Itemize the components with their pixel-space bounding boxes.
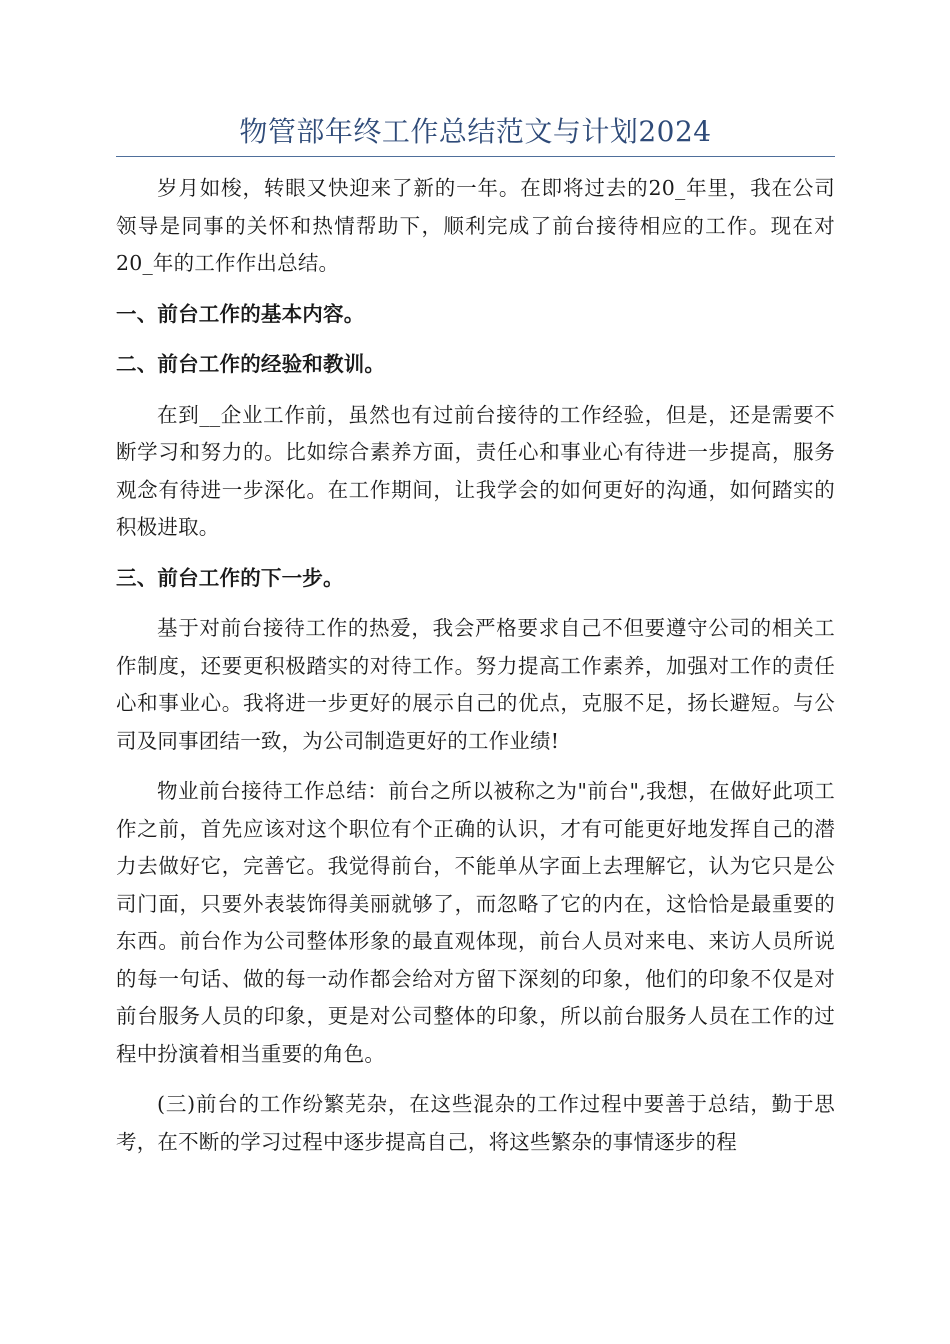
paragraph-section-three: (三)前台的工作纷繁芜杂，在这些混杂的工作过程中要善于总结，勤于思考，在不断的学习过程中逐步提高自己，将这些繁杂的事情逐步的程 <box>116 1092 835 1154</box>
paragraph-reception-summary: 物业前台接待工作总结：前台之所以被称之为"前台",我想，在做好此项工作之前，首先应该对这个职位有个正确的认识，才有可能更好地发挥自己的潜力去做好它，完善它。我觉得前台，不能单从字面上去理解它，认为它只是公司门面，只要外表装饰得美丽就够了，而忽略了它的内在，这恰恰是最重要的东西。前台作为公司整体形象的最直观体现，前台人员对来电、来访人员所说的每一句话、做的每一动作都会给对方留下深刻的印象，他们的印象不仅是对前台服务人员的印象，更是对公司整体的印象，所以前台服务人员在工作的过程中扮演着相当重要的角色。 <box>116 779 835 1066</box>
document-title: 物管部年终工作总结范文与计划2024 <box>239 115 712 148</box>
section-heading-2: 二、前台工作的经验和教训。 <box>116 352 386 376</box>
document-body <box>116 170 835 1174</box>
paragraph-experience: 在到__企业工作前，虽然也有过前台接待的工作经验，但是，还是需要不断学习和努力的。比如综合素养方面，责任心和事业心有待进一步提高，服务观念有待进一步深化。在工作期间，让我学会的如何更好的沟通，如何踏实的积极进取。 <box>116 402 835 539</box>
section-heading-1: 一、前台工作的基本内容。 <box>116 301 365 326</box>
paragraph-next-steps: 基于对前台接待工作的热爱，我会严格要求自己不但要遵守公司的相关工作制度，还要更积极踏实的对待工作。努力提高工作素养，加强对工作的责任心和事业心。我将进一步更好的展示自己的优点，克服不足，扬长避短。与公司及同事团结一致，为公司制造更好的工作业绩! <box>116 616 835 753</box>
title-bar <box>116 112 835 157</box>
section-heading-3: 三、前台工作的下一步。 <box>116 565 344 590</box>
paragraph-intro: 岁月如梭，转眼又快迎来了新的一年。在即将过去的20_年里，我在公司领导是同事的关怀和热情帮助下，顺利完成了前台接待相应的工作。现在对20_年的工作作出总结。 <box>116 176 835 275</box>
